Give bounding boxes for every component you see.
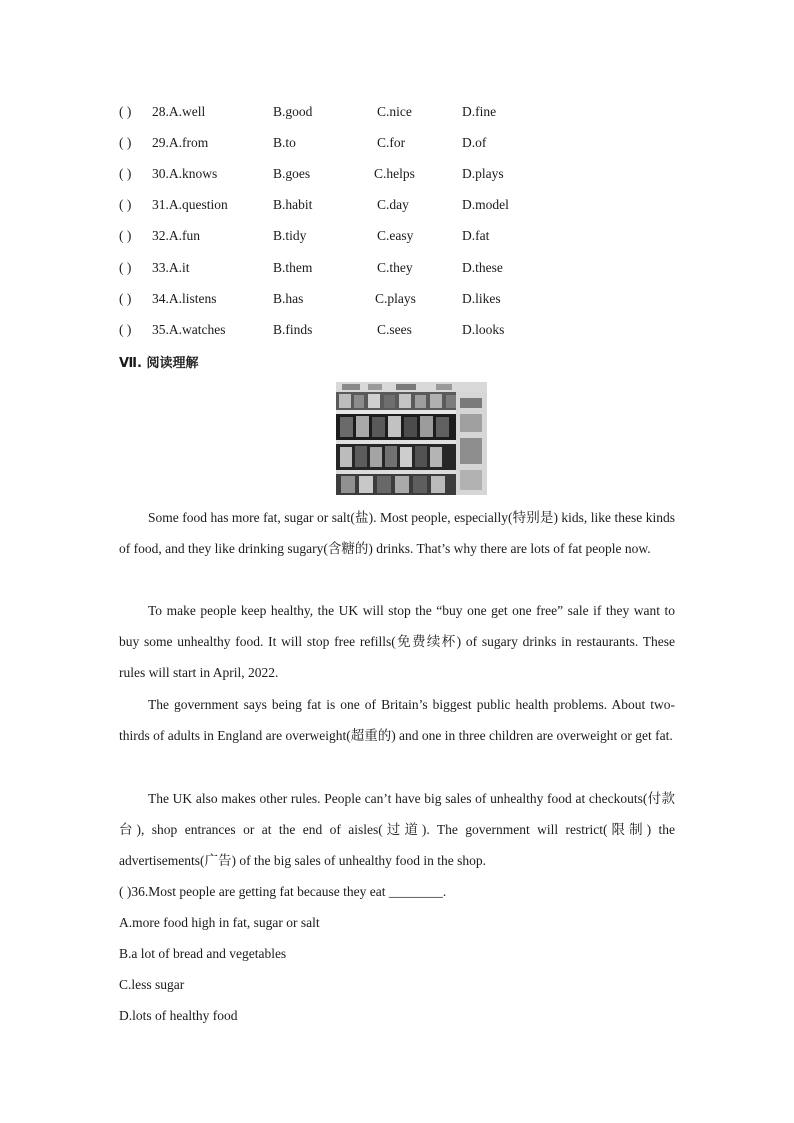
option-d: D.likes xyxy=(462,291,501,306)
option-a: 31.A.question xyxy=(152,197,228,212)
option-c: C.they xyxy=(377,260,413,275)
answer-blank: ( ) xyxy=(119,197,132,212)
option-b: B.to xyxy=(273,135,296,150)
option-d: D.model xyxy=(462,197,509,212)
question-36-option-c: C.less sugar xyxy=(119,977,185,992)
passage-paragraph-2: To make people keep healthy, the UK will stop the “buy one get one free” sale if they want to buy some unhealthy food. It will stop free refills(免费续杯) of sugary drinks in restaurants. These rules will start in April, 2022. xyxy=(119,603,675,680)
option-b: B.goes xyxy=(273,166,311,181)
option-d: D.plays xyxy=(462,166,504,181)
option-c: C.plays xyxy=(375,291,416,306)
passage-paragraph-4: The UK also makes other rules. People can’t have big sales of unhealthy food at checkouts(付款台), shop entrances or at the end of aisles(过道). The government will restrict(限制) the advertisements(广告) of the big sales of unhealthy food in the shop. xyxy=(119,791,675,868)
answer-blank: ( ) xyxy=(119,228,132,243)
answer-blank: ( ) xyxy=(119,291,132,306)
option-b: B.good xyxy=(273,104,313,119)
option-a: 34.A.listens xyxy=(152,291,217,306)
option-c: C.day xyxy=(377,197,409,212)
option-d: D.fine xyxy=(462,104,497,119)
option-c: C.for xyxy=(377,135,406,150)
question-36-option-a: A.more food high in fat, sugar or salt xyxy=(119,915,320,930)
question-36-option-d: D.lots of healthy food xyxy=(119,1008,238,1023)
option-b: B.tidy xyxy=(273,228,307,243)
option-b: B.finds xyxy=(273,322,313,337)
question-36-stem: ( )36.Most people are getting fat because they eat ________. xyxy=(119,884,447,899)
passage-paragraph-3: The government says being fat is one of Britain’s biggest public health problems. About two-thirds of adults in England are overweight(超重的) and one in three children are overweight or get fat. xyxy=(119,697,675,743)
option-a: 35.A.watches xyxy=(152,322,226,337)
option-a: 32.A.fun xyxy=(152,228,200,243)
option-c: C.easy xyxy=(377,228,414,243)
answer-blank: ( ) xyxy=(119,166,132,181)
option-c: C.sees xyxy=(377,322,412,337)
answer-blank: ( ) xyxy=(119,322,132,337)
option-d: D.of xyxy=(462,135,487,150)
option-c: C.nice xyxy=(377,104,412,119)
option-b: B.them xyxy=(273,260,313,275)
answer-blank: ( ) xyxy=(119,104,132,119)
option-b: B.habit xyxy=(273,197,313,212)
option-a: 33.A.it xyxy=(152,260,190,275)
option-c: C.helps xyxy=(374,166,415,181)
option-d: D.looks xyxy=(462,322,505,337)
option-d: D.fat xyxy=(462,228,490,243)
option-a: 29.A.from xyxy=(152,135,209,150)
section-title: Ⅶ. 阅读理解 xyxy=(119,356,199,371)
question-36-option-b: B.a lot of bread and vegetables xyxy=(119,946,287,961)
passage-paragraph-1: Some food has more fat, sugar or salt(盐). Most people, especially(特别是) kids, like these kinds of food, and they like drinking sugary(含糖的) drinks. That’s why there are lots of fat people now. xyxy=(119,510,675,556)
answer-blank: ( ) xyxy=(119,135,132,150)
option-b: B.has xyxy=(273,291,304,306)
option-a: 28.A.well xyxy=(152,104,206,119)
answer-blank: ( ) xyxy=(119,260,132,275)
option-a: 30.A.knows xyxy=(152,166,218,181)
option-d: D.these xyxy=(462,260,503,275)
snack-shelf-photo xyxy=(336,382,487,495)
